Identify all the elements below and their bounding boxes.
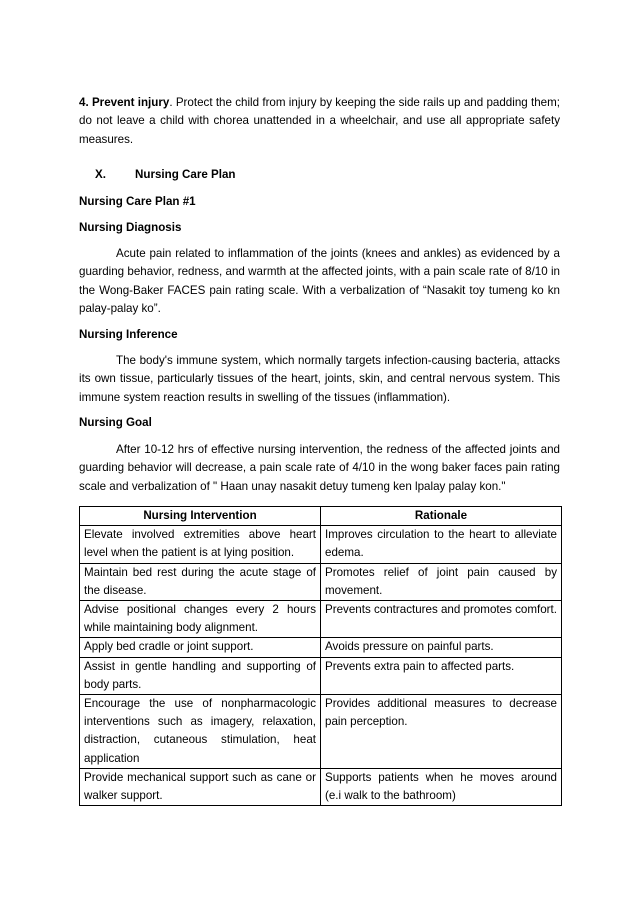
plan-heading: Nursing Care Plan #1 [79, 195, 196, 208]
inference-text: The body's immune system, which normally targets infection-causing bacteria, attacks its own tissue, particularly tissues of the heart, joints, skin, and central nervous system. This immune system reaction results in swelling of the tissues (inflammation). [79, 354, 560, 404]
intervention-cell: Encourage the use of nonpharmacologic interventions such as imagery, relaxation, distraction, cutaneous stimulation, heat application [80, 695, 321, 769]
care-plan-table [79, 506, 562, 806]
goal-text: After 10-12 hrs of effective nursing intervention, the redness of the affected joints and guarding behavior will decrease, a pain scale rate of 4/10 in the wong baker faces pain rating scale and verbalization of " Haan unay nasakit detuy tumeng ken lpalay palay kon." [79, 443, 560, 493]
intervention-cell: Maintain bed rest during the acute stage of the disease. [80, 563, 321, 600]
diagnosis-text: Acute pain related to inflammation of the joints (knees and ankles) as evidenced by a guarding behavior, redness, and warmth at the affected joints, with a pain scale rate of 8/10 in the Wong-Baker FACES pain rating scale. With a verbalization of “Nasakit toy tumeng ko kn palay-palay ko”. [79, 247, 560, 316]
intro-bold-lead: 4. Prevent injury [79, 96, 170, 109]
rationale-cell: Avoids pressure on painful parts. [321, 638, 562, 657]
table-row [80, 638, 562, 657]
table-row [80, 768, 562, 805]
table-header-row [80, 507, 562, 526]
intro-paragraph [79, 94, 560, 149]
intervention-cell: Provide mechanical support such as cane or walker support. [80, 768, 321, 805]
section-title: Nursing Care Plan [135, 168, 236, 181]
section-number: X. [95, 168, 106, 181]
section-heading [95, 166, 395, 184]
table-row [80, 657, 562, 694]
rationale-cell: Provides additional measures to decrease pain perception. [321, 695, 562, 769]
rationale-cell: Improves circulation to the heart to alleviate edema. [321, 526, 562, 563]
rationale-cell: Prevents extra pain to affected parts. [321, 657, 562, 694]
table-row [80, 526, 562, 563]
rationale-cell: Promotes relief of joint pain caused by movement. [321, 563, 562, 600]
intervention-cell: Assist in gentle handling and supporting of body parts. [80, 657, 321, 694]
table-row [80, 563, 562, 600]
inference-heading: Nursing Inference [79, 328, 178, 341]
rationale-cell: Supports patients when he moves around (e.i walk to the bathroom) [321, 768, 562, 805]
intervention-cell: Advise positional changes every 2 hours while maintaining body alignment. [80, 601, 321, 638]
rationale-cell: Prevents contractures and promotes comfort. [321, 601, 562, 638]
header-rationale: Rationale [321, 507, 562, 526]
diagnosis-heading: Nursing Diagnosis [79, 221, 182, 234]
table-row [80, 601, 562, 638]
header-intervention: Nursing Intervention [80, 507, 321, 526]
intervention-cell: Elevate involved extremities above heart level when the patient is at lying position. [80, 526, 321, 563]
intro-text: . Protect the child from injury by keeping the side rails up and padding them; do not leave a child with chorea unattended in a wheelchair, and use all appropriate safety measures. [79, 96, 560, 146]
goal-heading: Nursing Goal [79, 416, 152, 429]
intervention-cell: Apply bed cradle or joint support. [80, 638, 321, 657]
table-row [80, 695, 562, 769]
